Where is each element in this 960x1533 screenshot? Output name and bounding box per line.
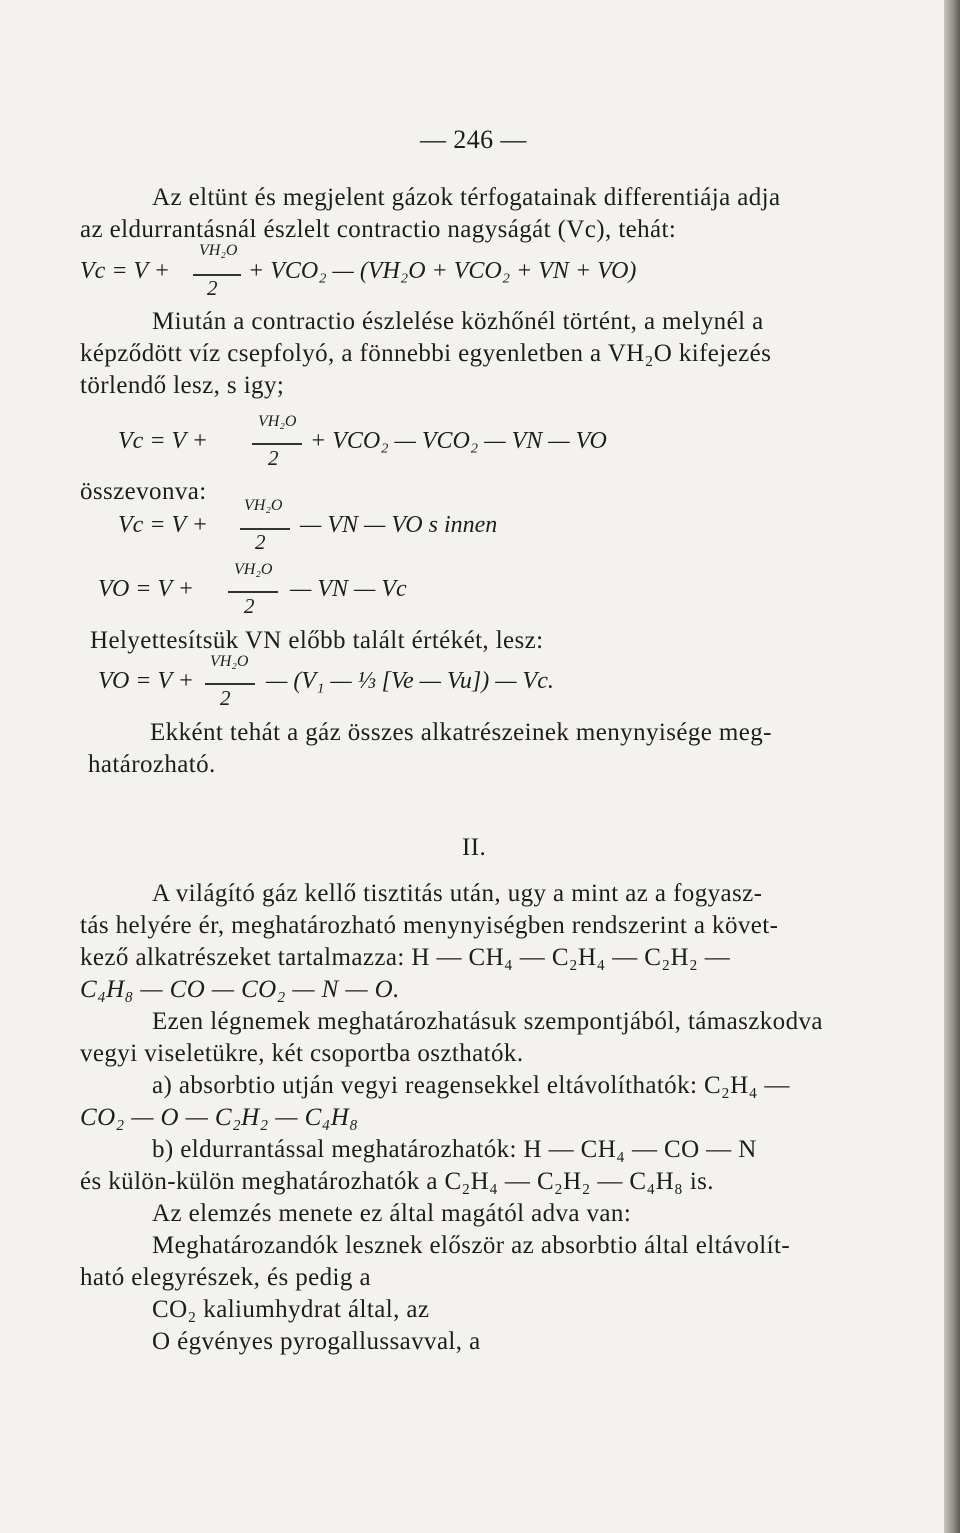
- para7-line1: a) absorbtio utján vegyi reagensekkel eltávolíthatók: C₂H₄ —: [152, 1072, 790, 1099]
- eq3-numerator: VH₂O: [244, 497, 283, 514]
- eq2-numerator: VH₂O: [258, 413, 297, 430]
- para7-line2: CO₂ — O — C₂H₂ — C₄H₈: [80, 1104, 359, 1131]
- para10-line4: O égvényes pyrogallussavval, a: [152, 1328, 481, 1355]
- eq5-numerator: VH₂O: [210, 653, 249, 670]
- eq4-rhs: — VN — Vc: [290, 576, 407, 602]
- eq4-denominator: 2: [244, 594, 255, 618]
- para6-line2: vegyi viseletükre, két csoportba oszthatók.: [80, 1040, 524, 1067]
- osszevonva-label: összevonva:: [80, 478, 207, 505]
- para10-line3: CO₂ kaliumhydrat által, az: [152, 1296, 430, 1323]
- para2-line1: Miután a contractio észlelése közhőnél történt, a melynél a: [152, 308, 764, 335]
- eq3-denominator: 2: [255, 530, 266, 554]
- eq5-rhs: — (V₁ — ⅓ [Ve — Vu]) — Vc.: [266, 668, 554, 694]
- eq5-denominator: 2: [220, 686, 231, 710]
- para2-line3: törlendő lesz, s igy;: [80, 372, 285, 399]
- eq1-denominator: 2: [207, 276, 218, 300]
- para4-line2: határozható.: [88, 751, 216, 778]
- eq3-lhs: Vc = V +: [118, 512, 208, 538]
- eq1-numerator: VH₂O: [199, 242, 238, 259]
- eq2-rhs: + VCO₂ — VCO₂ — VN — VO: [310, 428, 607, 454]
- eq5-fraction-bar: [205, 683, 255, 685]
- eq4-lhs: VO = V +: [98, 576, 194, 602]
- section-heading: II.: [462, 834, 487, 861]
- para10-line1: Meghatározandók lesznek először az absorbtio által eltávolít-: [152, 1232, 791, 1259]
- para1-line2: az eldurrantásnál észlelt contractio nagyságát (Vc), tehát:: [80, 216, 677, 243]
- eq3-rhs: — VN — VO s innen: [300, 512, 498, 538]
- para2-line2: képződött víz csepfolyó, a fönnebbi egyenletben a VH₂O kifejezés: [80, 340, 772, 367]
- para5-line4: C₄H₈ — CO — CO₂ — N — O.: [80, 976, 400, 1003]
- para9: Az elemzés menete ez által magától adva van:: [152, 1200, 632, 1227]
- eq2-denominator: 2: [268, 446, 279, 470]
- para10-line2: ható elegyrészek, és pedig a: [80, 1264, 371, 1291]
- eq5-lhs: VO = V +: [98, 668, 194, 694]
- eq4-fraction-bar: [228, 591, 278, 593]
- page-number: — 246 —: [420, 125, 527, 154]
- para8-line2: és külön-külön meghatározhatók a C₂H₄ — C₂H₂ — C₄H₈ is.: [80, 1168, 714, 1195]
- para5-line2: tás helyére ér, meghatározható menynyiségben rendszerint a követ-: [80, 912, 779, 939]
- para5-line1: A világító gáz kellő tisztitás után, ugy a mint az a fogyasz-: [152, 880, 763, 907]
- para3: Helyettesítsük VN előbb talált értékét, lesz:: [90, 627, 544, 654]
- page-edge-shadow: [944, 0, 960, 1533]
- para1-line1: Az eltünt és megjelent gázok térfogatainak differentiája adja: [152, 184, 781, 211]
- para4-line1: Ekként tehát a gáz összes alkatrészeinek menynyisége meg-: [150, 719, 772, 746]
- para6-line1: Ezen légnemek meghatározhatásuk szempontjából, támaszkodva: [152, 1008, 823, 1035]
- para5-line3: kező alkatrészeket tartalmazza: H — CH₄ — C₂H₄ — C₂H₂ —: [80, 944, 731, 971]
- eq2-lhs: Vc = V +: [118, 428, 208, 454]
- eq1-lhs: Vc = V +: [80, 258, 170, 284]
- eq4-numerator: VH₂O: [234, 561, 273, 578]
- para8-line1: b) eldurrantással meghatározhatók: H — CH₄ — CO — N: [152, 1136, 757, 1163]
- eq1-rhs: + VCO₂ — (VH₂O + VCO₂ + VN + VO): [248, 258, 637, 284]
- eq2-fraction-bar: [252, 443, 302, 445]
